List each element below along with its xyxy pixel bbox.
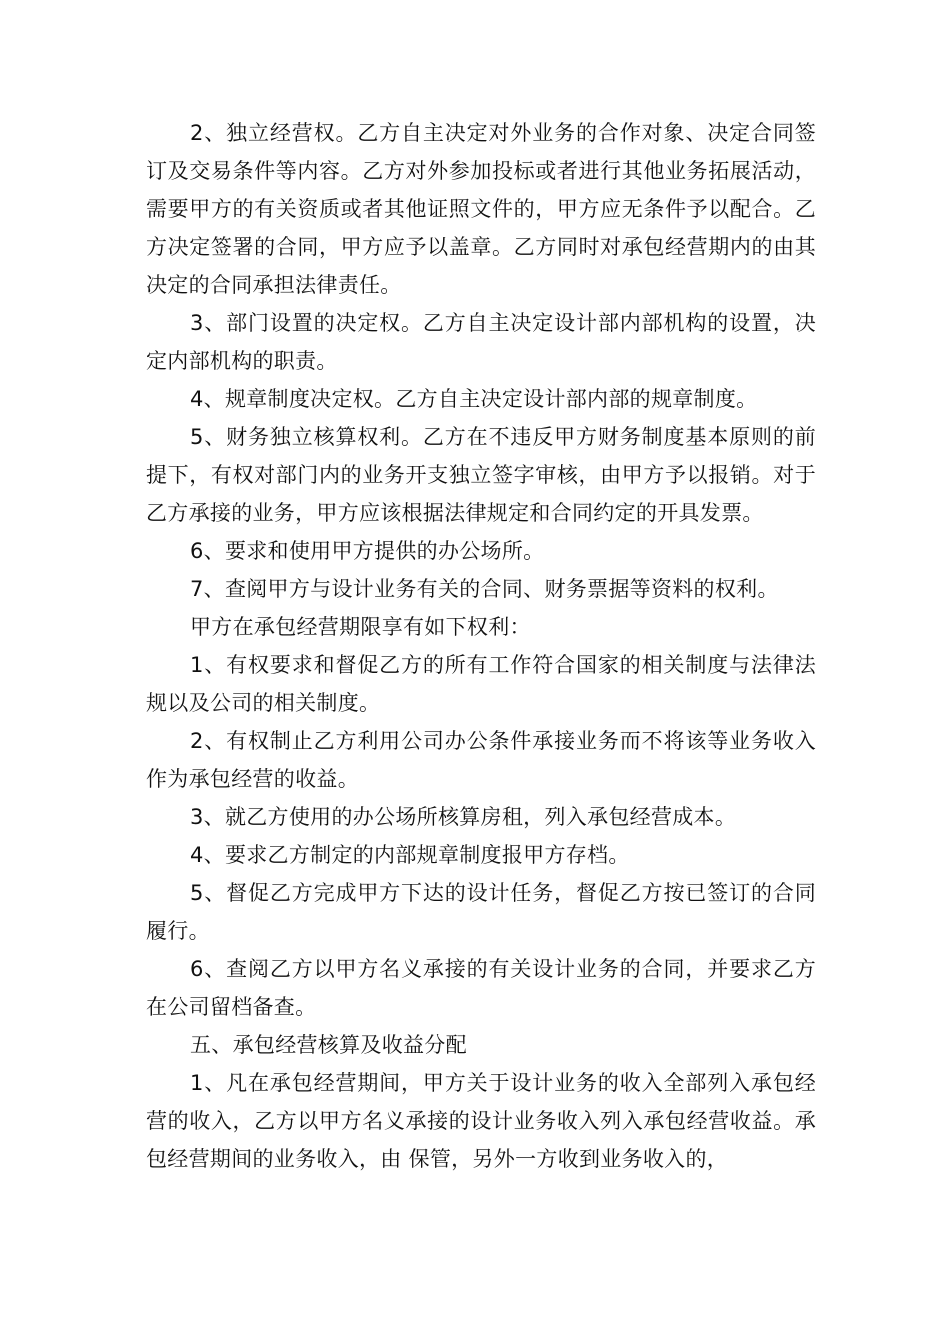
section-heading-accounting-and-profit: 五、承包经营核算及收益分配 bbox=[190, 1033, 467, 1057]
paragraph-office-use-right: 6、要求和使用甲方提供的办公场所。 bbox=[190, 539, 545, 563]
paragraph-financial-accounting-right: 5、财务独立核算权利。乙方在不违反甲方财务制度基本原则的前提下，有权对部门内的业务开支独立签字审核，由甲方予以报销。对于乙方承接的业务，甲方应该根据法律规定和合同约定的开具发票。 bbox=[146, 425, 816, 525]
paragraph-party-a-right-6: 6、查阅乙方以甲方名义承接的有关设计业务的合同，并要求乙方在公司留档备查。 bbox=[146, 957, 816, 1019]
document-body bbox=[146, 114, 816, 1178]
paragraph-records-review-right: 7、查阅甲方与设计业务有关的合同、财务票据等资料的权利。 bbox=[190, 577, 779, 601]
paragraph-party-a-right-5: 5、督促乙方完成甲方下达的设计任务，督促乙方按已签订的合同履行。 bbox=[146, 881, 816, 943]
paragraph-independent-operation-right: 2、独立经营权。乙方自主决定对外业务的合作对象、决定合同签订及交易条件等内容。乙方对外参加投标或者进行其他业务拓展活动，需要甲方的有关资质或者其他证照文件的，甲方应无条件予以配合。乙方决定签署的合同，甲方应予以盖章。乙方同时对承包经营期内的由其决定的合同承担法律责任。 bbox=[146, 121, 816, 297]
paragraph-department-setting-right: 3、部门设置的决定权。乙方自主决定设计部内部机构的设置，决定内部机构的职责。 bbox=[146, 311, 816, 373]
paragraph-party-a-right-2: 2、有权制止乙方利用公司办公条件承接业务而不将该等业务收入作为承包经营的收益。 bbox=[146, 729, 816, 791]
paragraph-party-a-rights-heading: 甲方在承包经营期限享有如下权利： bbox=[190, 615, 531, 639]
paragraph-party-a-right-4: 4、要求乙方制定的内部规章制度报甲方存档。 bbox=[190, 843, 630, 867]
paragraph-party-a-right-3: 3、就乙方使用的办公场所核算房租，列入承包经营成本。 bbox=[190, 805, 737, 829]
paragraph-rules-decision-right: 4、规章制度决定权。乙方自主决定设计部内部的规章制度。 bbox=[190, 387, 758, 411]
paragraph-accounting-clause-1: 1、凡在承包经营期间，甲方关于设计业务的收入全部列入承包经营的收入，乙方以甲方名义承接的设计业务收入列入承包经营收益。承包经营期间的业务收入，由 保管，另外一方收到业务收入的， bbox=[146, 1071, 816, 1171]
paragraph-party-a-right-1: 1、有权要求和督促乙方的所有工作符合国家的相关制度与法律法规以及公司的相关制度。 bbox=[146, 653, 816, 715]
